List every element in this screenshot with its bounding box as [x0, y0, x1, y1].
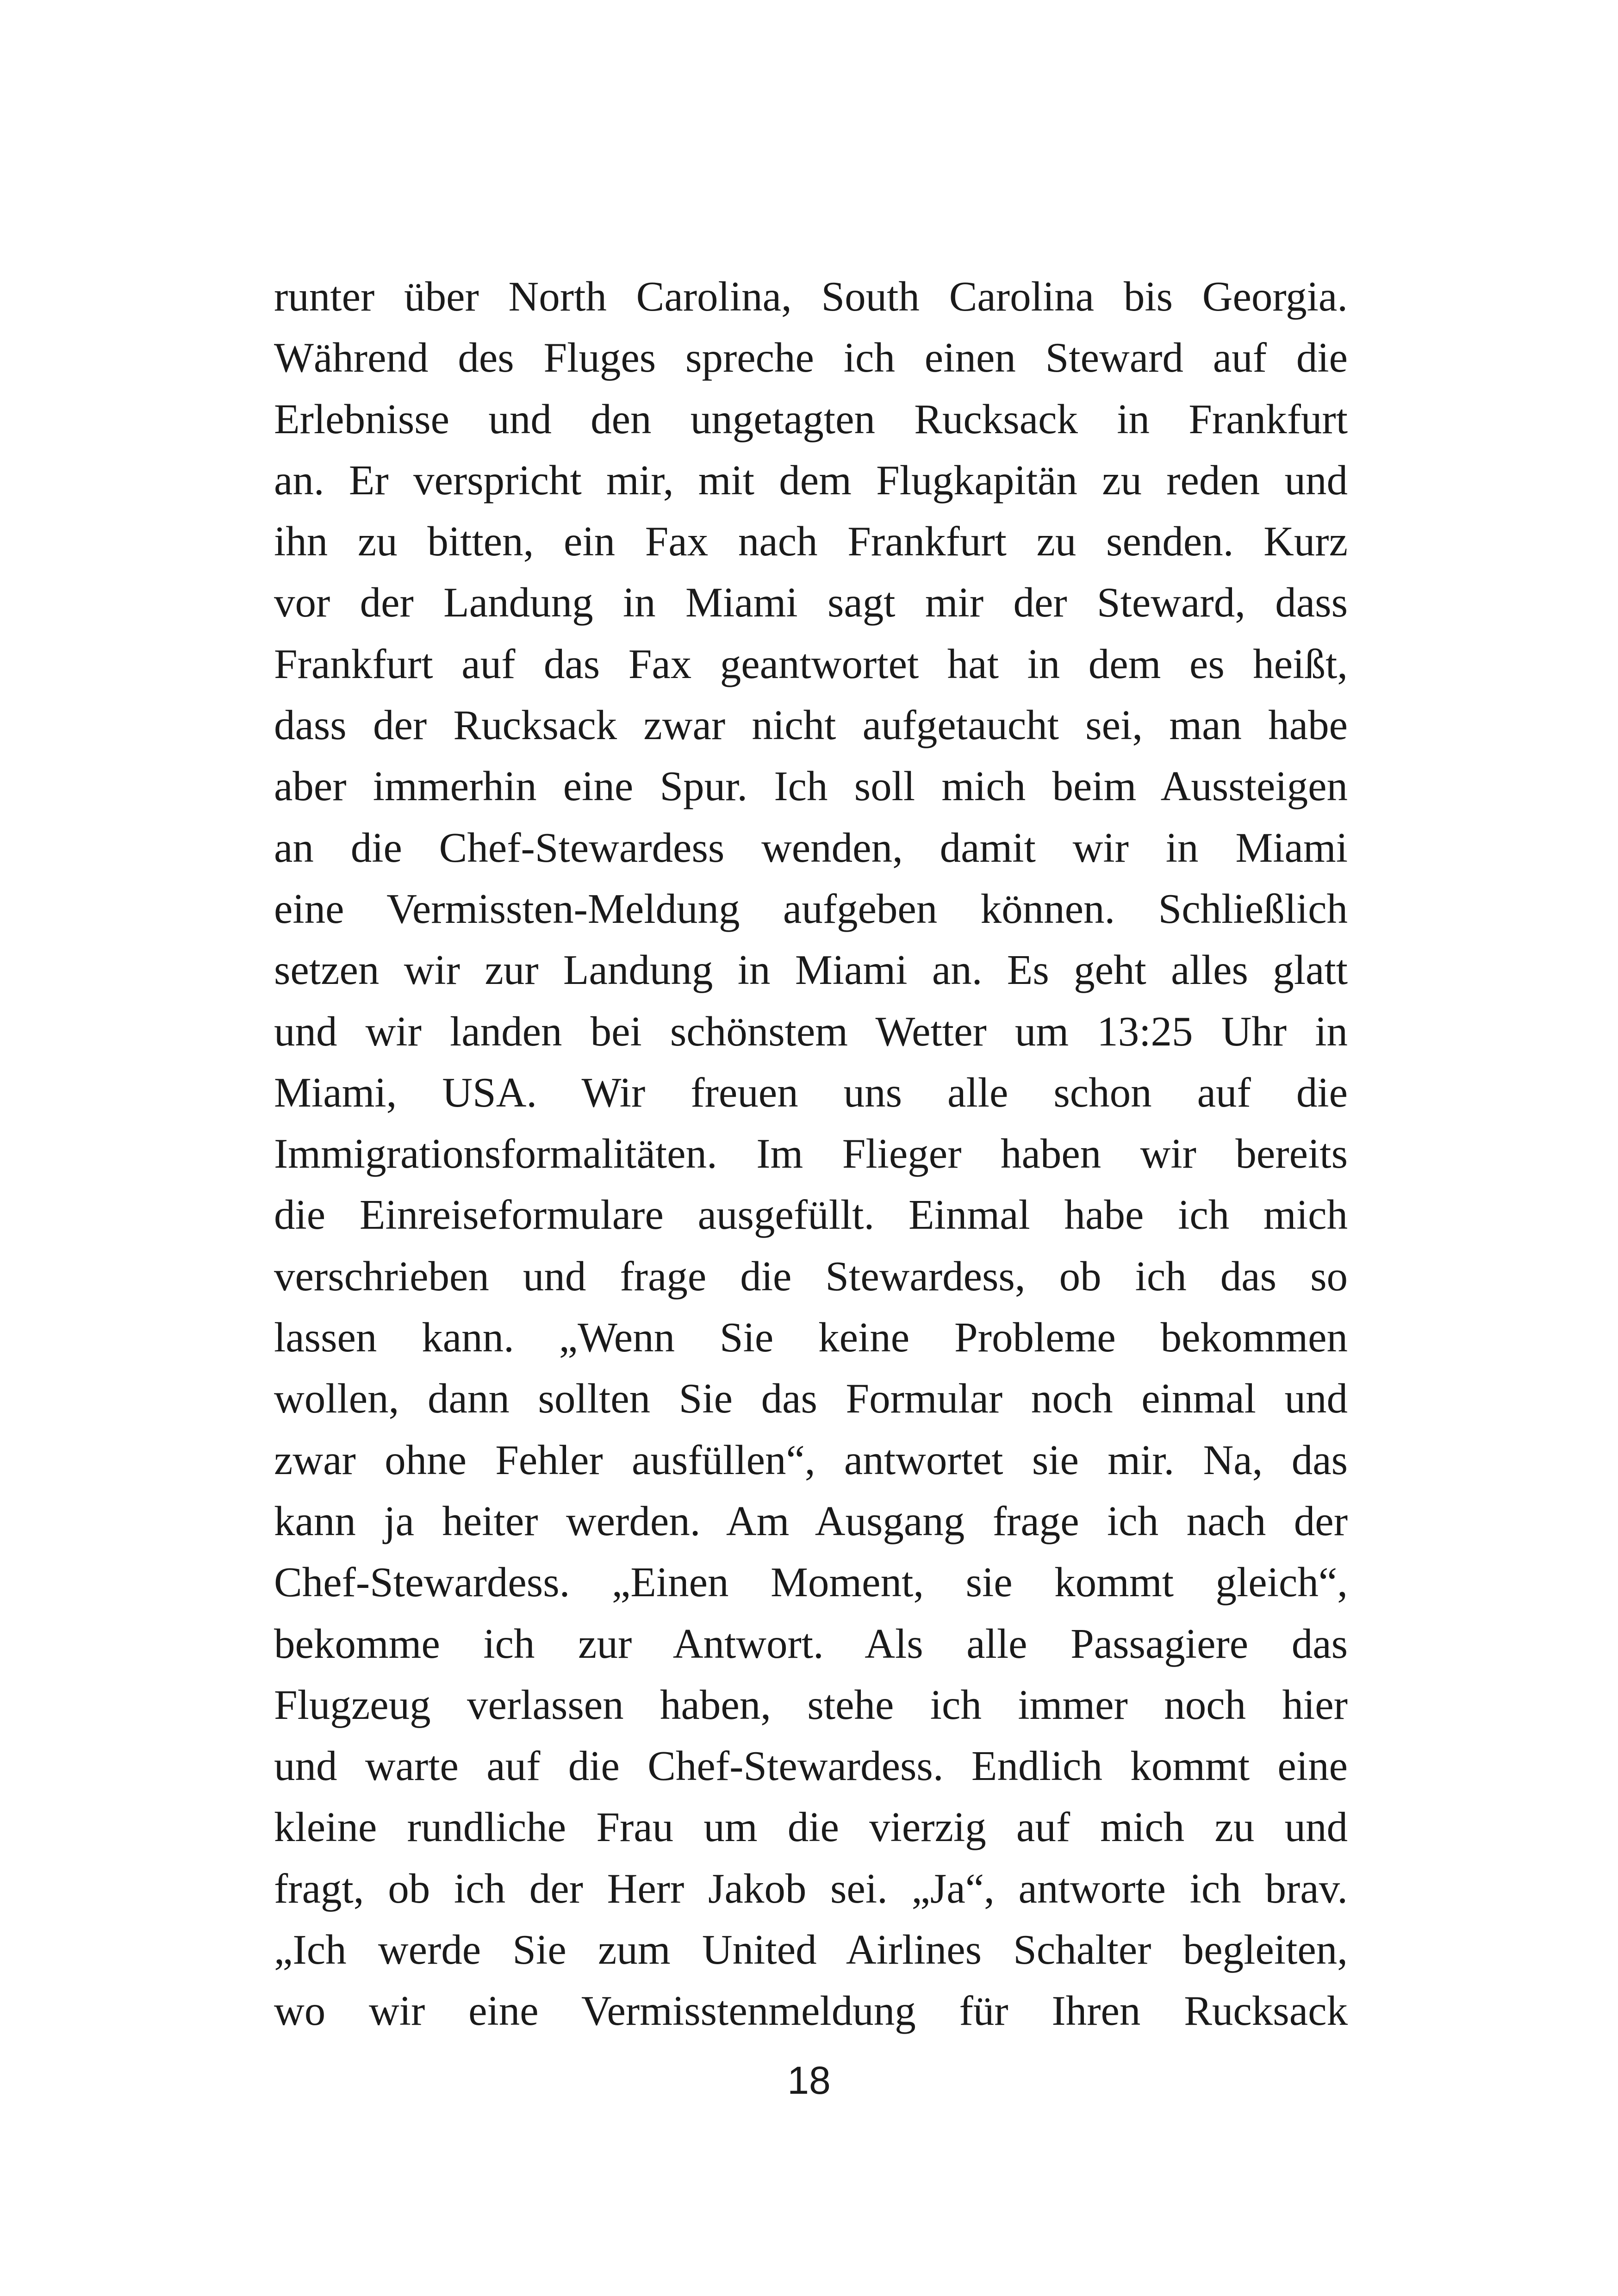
text-line: an die Chef-Stewardess wenden, damit wir in Miami [274, 824, 1348, 871]
text-line: Frankfurt auf das Fax geantwortet hat in dem es heißt, [274, 640, 1348, 687]
text-line: kann ja heiter werden. Am Ausgang frage ich nach der [274, 1497, 1348, 1544]
text-line: aber immerhin eine Spur. Ich soll mich beim Aussteigen [274, 763, 1348, 810]
body-text [274, 266, 1348, 2042]
text-line: Flugzeug verlassen haben, stehe ich immer noch hier [274, 1681, 1348, 1728]
text-line: dass der Rucksack zwar nicht aufgetaucht sei, man habe [274, 702, 1348, 749]
text-line: zwar ohne Fehler ausfüllen“, antwortet sie mir. Na, das [274, 1436, 1348, 1483]
text-line: „Ich werde Sie zum United Airlines Schalter begleiten, [274, 1926, 1348, 1973]
text-line: und warte auf die Chef-Stewardess. Endlich kommt eine [274, 1742, 1348, 1790]
text-line: Chef-Stewardess. „Einen Moment, sie kommt gleich“, [274, 1559, 1348, 1606]
text-line: Immigrationsformalitäten. Im Flieger haben wir bereits [274, 1130, 1348, 1177]
text-line: setzen wir zur Landung in Miami an. Es geht alles glatt [274, 946, 1348, 994]
text-line: bekomme ich zur Antwort. Als alle Passagiere das [274, 1620, 1348, 1667]
text-line: kleine rundliche Frau um die vierzig auf mich zu und [274, 1804, 1348, 1851]
text-line: und wir landen bei schönstem Wetter um 13:25 Uhr in [274, 1008, 1348, 1055]
text-line: Erlebnisse und den ungetagten Rucksack in Frankfurt [274, 395, 1348, 442]
text-line: vor der Landung in Miami sagt mir der Steward, dass [274, 579, 1348, 626]
page-number: 18 [787, 2059, 831, 2102]
text-line: verschrieben und frage die Stewardess, ob ich das so [274, 1252, 1348, 1300]
text-line: eine Vermissten-Meldung aufgeben können. Schließlich [274, 885, 1348, 932]
text-line: Miami, USA. Wir freuen uns alle schon auf die [274, 1069, 1348, 1116]
text-line: runter über North Carolina, South Carolina bis Georgia. [274, 273, 1348, 320]
text-line: lassen kann. „Wenn Sie keine Probleme bekommen [274, 1314, 1348, 1361]
text-line: die Einreiseformulare ausgefüllt. Einmal habe ich mich [274, 1191, 1348, 1238]
text-line: wo wir eine Vermisstenmeldung für Ihren Rucksack [274, 1987, 1348, 2035]
text-line: Während des Fluges spreche ich einen Steward auf die [274, 334, 1348, 381]
text-line: wollen, dann sollten Sie das Formular noch einmal und [274, 1375, 1348, 1422]
text-line: fragt, ob ich der Herr Jakob sei. „Ja“, antworte ich brav. [274, 1865, 1348, 1912]
text-line: ihn zu bitten, ein Fax nach Frankfurt zu senden. Kurz [274, 518, 1348, 565]
text-line: an. Er verspricht mir, mit dem Flugkapitän zu reden und [274, 456, 1348, 504]
